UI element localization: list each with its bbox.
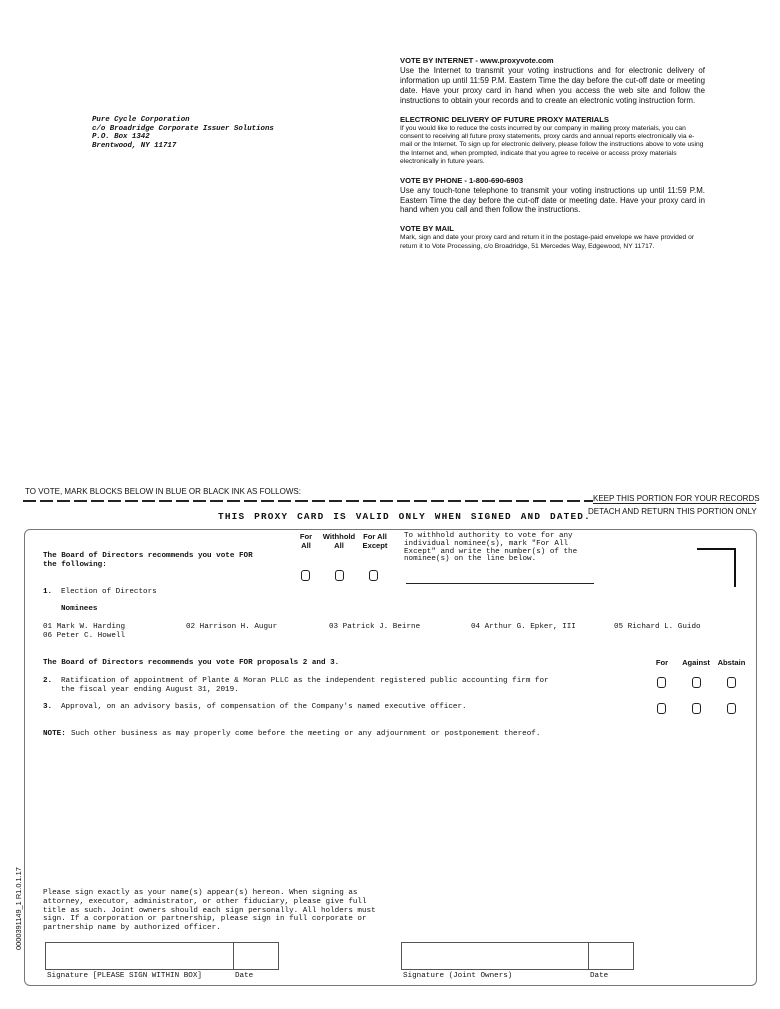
item-1-label: Election of Directors [61, 588, 157, 596]
proposal-2-text: Ratification of appointment of Plante & Moran PLLC as the independent registered public accounting firm for [61, 677, 549, 685]
vote-by-internet [400, 56, 705, 106]
column-header-text: Except [362, 540, 388, 550]
return-address-line: Pure Cycle Corporation [92, 116, 190, 124]
for-all-except-checkbox[interactable] [369, 570, 378, 581]
board-recommendation-heading: The Board of Directors recommends you vote FOR [43, 552, 253, 560]
column-header-withhold-all [319, 533, 359, 551]
proposal-3-against-checkbox[interactable] [692, 703, 701, 714]
board-recommendation-heading-cont: the following: [43, 561, 107, 569]
proposal-2-abstain-checkbox[interactable] [727, 677, 736, 688]
board-recommendation-proposals: The Board of Directors recommends you vote FOR proposals 2 and 3. [43, 659, 340, 667]
column-header-for-all-except [358, 533, 392, 551]
validity-banner: THIS PROXY CARD IS VALID ONLY WHEN SIGNED AND DATED. [218, 511, 591, 522]
note-label: NOTE: [43, 730, 66, 738]
date-label: Date [235, 972, 254, 980]
signing-instructions-line: partnership name by authorized officer. [43, 924, 221, 933]
item-number: 2. [43, 677, 53, 685]
nominees-label: Nominees [61, 605, 98, 613]
vote-by-mail-text: Mark, sign and date your proxy card and return it in the postage-paid envelope we have provided or return it to Vote Processing, c/o Broadridge, 51 Mercedes Way, Edgewood, NY 11717. [400, 234, 695, 250]
column-header-for: For [655, 658, 669, 667]
detach-portion-label: DETACH AND RETURN THIS PORTION ONLY [588, 507, 757, 516]
proposal-2-text-cont: the fiscal year ending August 31, 2019. [61, 686, 239, 694]
column-header-text: All [301, 540, 311, 550]
nominee: 04 Arthur G. Epker, III [471, 623, 576, 631]
detach-dashed-line [23, 500, 593, 502]
vote-by-phone-text: Use any touch-tone telephone to transmit your voting instructions up until 11:59 P.M. Eastern Time the day before the cut-off date or meeting date. Have your proxy card in hand when you call and then follow the instructions. [400, 185, 705, 215]
item-number: 1. [43, 588, 53, 596]
return-address-line: Brentwood, NY 11717 [92, 141, 177, 150]
column-header-text: All [334, 540, 344, 550]
withhold-instructions-line: individual nominee(s), mark "For All [404, 539, 569, 548]
voting-instructions [400, 56, 705, 260]
nominee: 03 Patrick J. Beirne [329, 623, 421, 631]
signature-box[interactable] [45, 942, 234, 970]
vote-by-phone-heading: VOTE BY PHONE - 1-800-690-6903 [400, 175, 524, 185]
signing-instructions-line: attorney, executor, administrator, or other fiduciary, please give full [43, 897, 367, 906]
nominee: 01 Mark W. Harding [43, 623, 126, 631]
keep-portion-divider [593, 503, 756, 504]
nominee: 02 Harrison H. Augur [186, 623, 278, 631]
signing-instructions [43, 889, 376, 933]
for-all-checkbox[interactable] [301, 570, 310, 581]
joint-signature-box[interactable] [401, 942, 589, 970]
column-header-text: For All [363, 532, 387, 541]
proposal-3-for-checkbox[interactable] [657, 703, 666, 714]
electronic-delivery-text: If you would like to reduce the costs incurred by our company in mailing proxy materials, you can consent to receiving all future proxy statements, proxy cards and annual reports electronically via e-mail or the Internet. To sign up for electronic delivery, please follow the instructions above to vote using the Internet and, when prompted, indicate that you agree to receive or access proxy materials electronically in future years. [400, 124, 704, 166]
proposal-3-text: Approval, on an advisory basis, of compensation of the Company's named executive officer. [61, 703, 467, 711]
nominee: 06 Peter C. Howell [43, 632, 126, 640]
signing-instructions-line: title as such. Joint owners should each sign personally. All holders must [43, 906, 376, 915]
proposal-2-against-checkbox[interactable] [692, 677, 701, 688]
signature-label: Signature [PLEASE SIGN WITHIN BOX] [47, 972, 202, 980]
withhold-instructions [404, 533, 577, 564]
vote-by-phone [400, 176, 705, 216]
signing-instructions-line: Please sign exactly as your name(s) appear(s) hereon. When signing as [43, 889, 358, 897]
column-header-text: For [299, 532, 313, 541]
column-header-for-all [294, 533, 318, 551]
column-header-abstain: Abstain [717, 658, 746, 667]
item-number: 3. [43, 703, 53, 711]
ink-instruction: TO VOTE, MARK BLOCKS BELOW IN BLUE OR BLACK INK AS FOLLOWS: [25, 487, 301, 496]
withhold-instructions-line: To withhold authority to vote for any [404, 532, 573, 540]
vote-by-mail-heading: VOTE BY MAIL [400, 224, 454, 234]
joint-date-box[interactable] [588, 942, 634, 970]
electronic-delivery [400, 115, 705, 167]
nominee: 05 Richard L. Guido [614, 623, 701, 631]
joint-signature-label: Signature (Joint Owners) [403, 972, 513, 980]
withhold-instructions-line: nominee(s) on the line below. [404, 555, 537, 564]
vote-by-internet-heading: VOTE BY INTERNET - www.proxyvote.com [400, 56, 554, 65]
date-box[interactable] [233, 942, 279, 970]
electronic-delivery-heading: ELECTRONIC DELIVERY OF FUTURE PROXY MATERIALS [400, 114, 609, 124]
return-address [92, 116, 274, 150]
column-header-against: Against [682, 658, 710, 667]
proposal-2-for-checkbox[interactable] [657, 677, 666, 688]
column-header-text: Withhold [322, 532, 356, 541]
withhold-instructions-line: Except" and write the number(s) of the [404, 547, 578, 556]
signing-instructions-line: sign. If a corporation or partnership, please sign in full corporate or [43, 915, 367, 924]
joint-date-label: Date [590, 972, 609, 980]
return-address-line: c/o Broadridge Corporate Issuer Solutions [92, 124, 274, 133]
corner-registration-mark [697, 548, 736, 587]
vote-by-mail [400, 224, 705, 251]
keep-portion-label: KEEP THIS PORTION FOR YOUR RECORDS [593, 494, 760, 503]
proposal-3-abstain-checkbox[interactable] [727, 703, 736, 714]
document-control-code: 0000391149_1 R1.0.1.17 [14, 867, 23, 950]
nominee-exception-line[interactable] [406, 583, 594, 584]
return-address-line: P.O. Box 1342 [92, 133, 150, 142]
vote-by-internet-text: Use the Internet to transmit your voting instructions and for electronic delivery of information up until 11:59 P.M. Eastern Time the day before the cut-off date or meeting date. Have your proxy card in hand when you access the web site and follow the instructions to obtain your records and to create an electronic voting instruction form. [400, 66, 705, 105]
withhold-all-checkbox[interactable] [335, 570, 344, 581]
note-text: Such other business as may properly come before the meeting or any adjournment or postponement thereof. [71, 730, 541, 738]
